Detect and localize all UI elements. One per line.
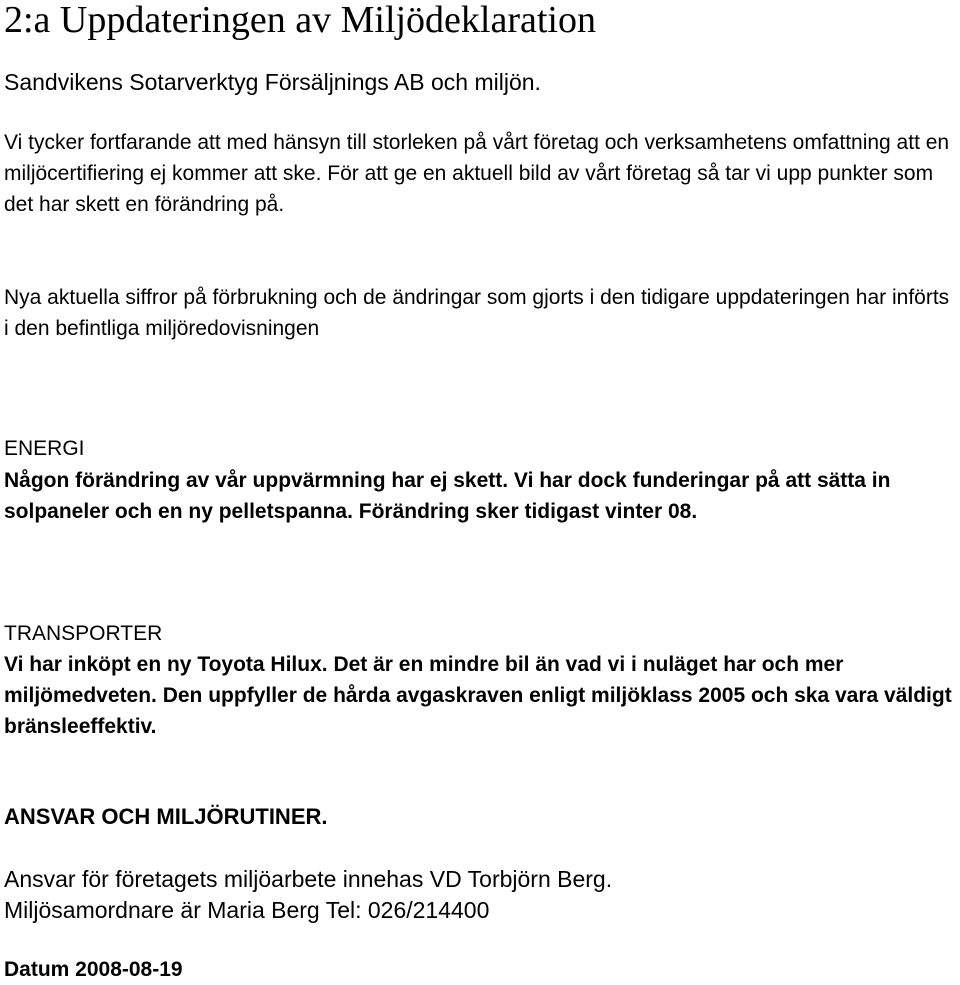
document-title: 2:a Uppdateringen av Miljödeklaration <box>4 0 596 41</box>
ansvar-line-coordinator: Miljösamordnare är Maria Berg Tel: 026/214400 <box>4 897 490 923</box>
update-paragraph: Nya aktuella siffror på förbrukning och de ändringar som gjorts i den tidigare uppdateringen har införts i den befintliga miljöredovisningen <box>4 286 950 340</box>
intro-paragraph: Vi tycker fortfarande att med hänsyn till storleken på vårt företag och verksamhetens omfattning att en miljöcertifiering ej kommer att ske. För att ge en aktuell bild av vårt företag så tar vi upp punkter som det har skett en förändring på. <box>4 131 950 216</box>
document-subtitle: Sandvikens Sotarverktyg Försäljnings AB och miljön. <box>4 69 541 95</box>
document-date: Datum 2008-08-19 <box>4 958 183 981</box>
ansvar-line-responsible: Ansvar för företagets miljöarbete innehas VD Torbjörn Berg. <box>4 866 613 892</box>
section-heading-ansvar: ANSVAR OCH MILJÖRUTINER. <box>4 804 328 829</box>
section-heading-transporter: TRANSPORTER <box>4 622 163 645</box>
section-heading-energi: ENERGI <box>4 437 85 460</box>
section-text-energi: Någon förändring av vår uppvärmning har ej skett. Vi har dock funderingar på att sätta in solpaneler och en ny pelletspanna. Förändring sker tidigast vinter 08. <box>4 469 891 523</box>
section-text-transporter: Vi har inköpt en ny Toyota Hilux. Det är en mindre bil än vad vi i nuläget har och mer miljömedveten. Den uppfyller de hårda avgaskraven enligt miljöklass 2005 och ska vara väldigt bränsleeffektiv. <box>4 653 952 738</box>
